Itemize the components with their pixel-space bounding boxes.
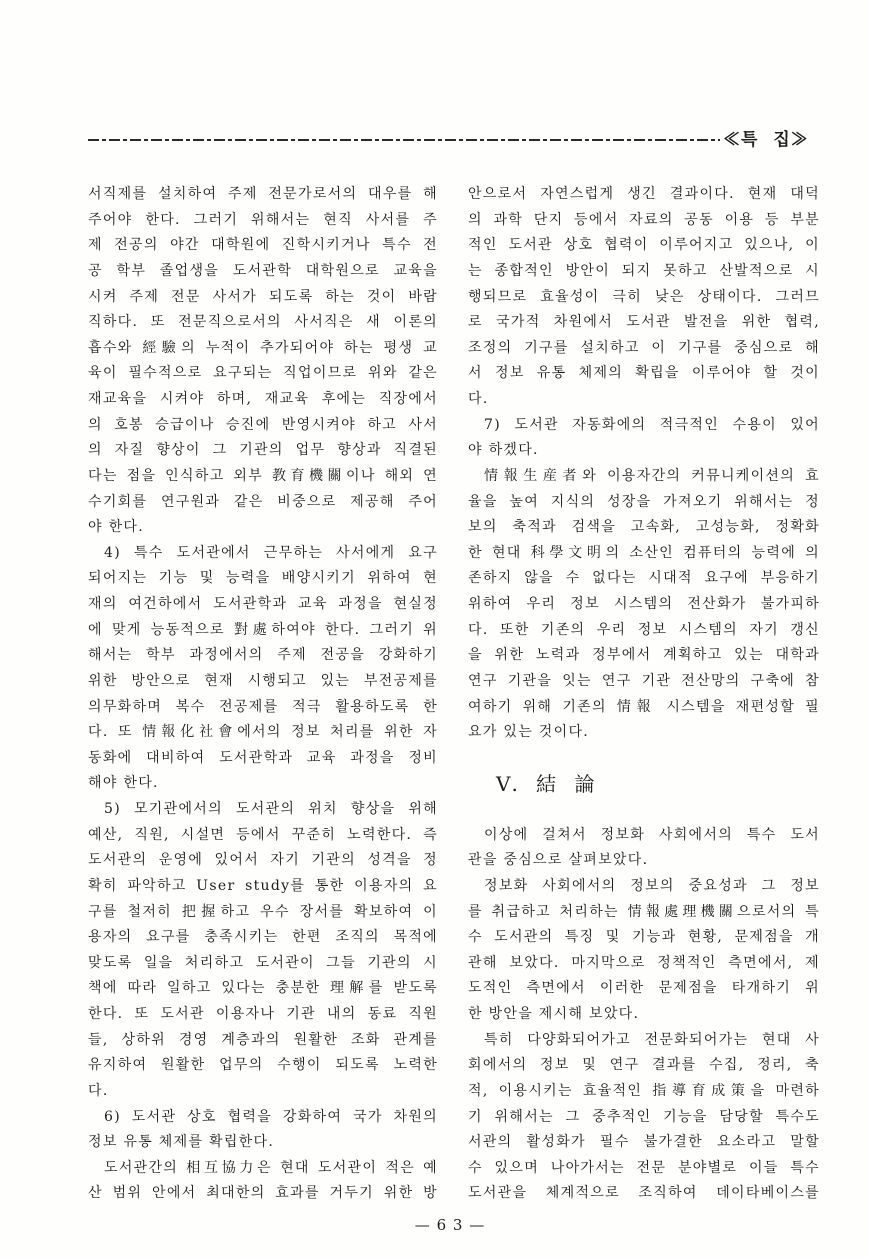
text-line: 야 한다. <box>88 519 144 536</box>
text-line: 들, 상하위 경영 계층과의 원활한 조화 관계를 <box>88 1031 438 1048</box>
text-line: 야 하겠다. <box>468 442 539 459</box>
section-label: ≪특 집≫ <box>723 130 809 150</box>
paragraph <box>468 1028 820 1207</box>
text-line: 수 있으며 나아가서는 전문 분야별로 이들 특수 <box>468 1159 820 1176</box>
text-line: 의 호봉 승급이나 승진에 반영시켜야 하고 사서 <box>88 416 438 433</box>
text-line: 도서관간의 相互協力은 현대 도서관이 적은 예 <box>104 1159 438 1176</box>
text-line: 율을 높여 지식의 성장을 가져오기 위해서는 정 <box>468 493 820 510</box>
text-line: 정보 유통 체제를 확립한다. <box>88 1134 275 1151</box>
text-line: 한 현대 科學文明의 소산인 컴퓨터의 능력에 의 <box>468 544 820 561</box>
text-line: 기 위해서는 그 중추적인 기능을 담당할 특수도 <box>468 1108 820 1125</box>
paragraph <box>468 823 820 874</box>
text-line: 도적인 측면에서 이러한 문제점을 타개하기 위 <box>468 980 820 997</box>
text-line: 해야 한다. <box>88 775 159 792</box>
text-line: 수기회를 연구원과 같은 비중으로 제공해 주어 <box>88 493 438 510</box>
text-line: 시켜 주제 전문 사서가 되도록 하는 것이 바람 <box>88 288 438 305</box>
text-line: 다. <box>88 1082 109 1099</box>
text-line: 서직제를 설치하여 주제 전문가로서의 대우를 해 <box>88 186 438 202</box>
text-line: 안으로서 자연스럽게 생긴 결과이다. 현재 대덕 <box>468 186 820 202</box>
text-line: 행되므로 효율성이 극히 낮은 상태이다. 그러므 <box>468 288 820 305</box>
text-line: 수 도서관의 특징 및 기능과 현황, 문제점을 개 <box>468 929 820 946</box>
text-line: 의 과학 단지 등에서 자료의 공동 이용 등 부분 <box>468 211 820 228</box>
text-line: 5) 모기관에서의 도서관의 위치 향상을 위해 <box>104 801 438 817</box>
text-line: 위하여 우리 정보 시스템의 전산화가 불가피하 <box>468 596 820 612</box>
text-line: 6) 도서관 상호 협력을 강화하여 국가 차원의 <box>104 1108 438 1125</box>
text-line: 7) 도서관 자동화에의 적극적인 수용이 있어 <box>484 416 820 433</box>
text-line: 적, 이용시키는 효율적인 指導育成策을 마련하 <box>468 1082 820 1099</box>
text-line: 다. 또한 기존의 우리 정보 시스템의 자기 갱신 <box>468 621 820 638</box>
section-heading: Ⅴ. 結 論 <box>496 771 596 796</box>
text-line: 서 정보 유통 체제의 확립을 이루어야 할 것이 <box>468 365 820 382</box>
text-line: 정보화 사회에서의 정보의 중요성과 그 정보 <box>484 877 820 894</box>
paragraph <box>468 464 820 746</box>
paragraph <box>468 182 820 413</box>
text-line: 의 자질 향상이 그 기관의 업무 향상과 직결된 <box>88 442 438 459</box>
text-line: 을 위한 노력과 정부에서 계획하고 있는 대학과 <box>468 647 820 664</box>
text-line: 이상에 걸쳐서 정보화 사회에서의 특수 도서 <box>484 826 820 843</box>
text-line: 한다. 또 도서관 이용자나 기관 내의 동료 직원 <box>88 1006 438 1022</box>
text-line: 연구 기관을 잇는 연구 기관 전산망의 구축에 참 <box>468 672 820 689</box>
right-column-lower-text <box>468 823 820 1207</box>
text-line: 情報生産者와 이용자간의 커뮤니케이션의 효 <box>484 467 820 484</box>
right-column <box>468 182 820 1207</box>
text-line: 되어지는 기능 및 능력을 배양시키기 위하여 현 <box>88 570 438 587</box>
text-line: 요가 있는 것이다. <box>468 724 590 741</box>
text-line: 산 범위 안에서 최대한의 효과를 거두기 위한 방 <box>88 1185 438 1202</box>
text-line: 유지하여 원활한 업무의 수행이 되도록 노력한 <box>88 1057 438 1074</box>
text-line: 동화에 대비하여 도서관학과 교육 과정을 정비 <box>88 749 438 766</box>
paragraph <box>468 874 820 1028</box>
text-line: 의무화하며 복수 전공제를 적극 활용하도록 한 <box>88 698 438 715</box>
text-line: 용자의 요구를 충족시키는 한편 조직의 목적에 <box>88 929 438 946</box>
text-line: 책에 따라 일하고 있다는 충분한 理解를 받도록 <box>88 980 438 997</box>
text-line: 다. <box>468 391 489 407</box>
page-number: — 6 3 — <box>414 1216 486 1234</box>
text-line: 를 취급하고 처리하는 情報處理機關으로서의 특 <box>468 903 820 920</box>
text-line: 적인 도서관 상호 협력이 이루어지고 있으나, 이 <box>468 237 820 254</box>
text-line: 조정의 기구를 설치하고 이 기구를 중심으로 해 <box>468 339 820 356</box>
paragraph <box>88 541 438 797</box>
text-line: 보의 축적과 검색을 고속화, 고성능화, 정확화 <box>468 519 820 536</box>
text-line: 육이 필수적으로 요구되는 직업이므로 위와 같은 <box>88 365 438 382</box>
paragraph <box>88 182 438 541</box>
right-column-upper-text <box>468 182 820 746</box>
text-line: 존하지 않을 수 없다는 시대적 요구에 부응하기 <box>468 570 820 587</box>
text-line: 위한 방안으로 현재 시행되고 있는 부전공제를 <box>88 672 438 689</box>
text-line: 서관의 활성화가 필수 불가결한 요소라고 말할 <box>468 1134 820 1151</box>
text-line: 예산, 직원, 시설면 등에서 꾸준히 노력한다. 즉 <box>88 826 438 843</box>
text-line: 구를 철저히 把握하고 우수 장서를 확보하여 이 <box>88 903 438 920</box>
text-line: 다는 점을 인식하고 외부 教育機關이나 해외 연 <box>88 467 438 484</box>
left-column <box>88 182 438 1207</box>
paragraph <box>88 1156 438 1207</box>
text-line: 관을 중심으로 살펴보았다. <box>468 852 649 869</box>
text-line: 해서는 학부 과정에서의 주제 전공을 강화하기 <box>88 647 438 664</box>
paragraph <box>88 797 438 1105</box>
text-line: 관해 보았다. 마지막으로 정책적인 측면에서, 제 <box>468 954 820 971</box>
text-line: 여하기 위해 기존의 情報 시스템을 재편성할 필 <box>468 698 820 715</box>
text-line: 맞도록 일을 처리하고 도서관이 그들 기관의 시 <box>88 954 438 971</box>
text-line: 에 맞게 능동적으로 對處하여야 한다. 그러기 위 <box>88 621 438 638</box>
text-line: 다. 또 情報化社會에서의 정보 처리를 위한 자 <box>88 724 438 741</box>
text-line: 도서관을 체계적으로 조직하여 데이타베이스를 <box>468 1185 820 1202</box>
paragraph <box>468 413 820 464</box>
text-line: 한 방안을 제시해 보았다. <box>468 1006 640 1023</box>
text-line: 재교육을 시켜야 하며, 재교육 후에는 직장에서 <box>88 391 438 407</box>
header-rule <box>88 139 720 141</box>
text-line: 4) 특수 도서관에서 근무하는 사서에게 요구 <box>104 544 438 561</box>
text-line: 확히 파악하고 User study를 통한 이용자의 요 <box>88 877 438 894</box>
text-line: 도서관의 운영에 있어서 자기 기관의 성격을 정 <box>88 852 438 869</box>
text-line: 직하다. 또 전문직으로서의 사서직은 새 이론의 <box>88 314 438 331</box>
text-line: 주어야 한다. 그러기 위해서는 현직 사서를 주 <box>88 211 438 228</box>
text-line: 흡수와 經驗의 누적이 추가되어야 하는 평생 교 <box>88 339 438 356</box>
text-line: 는 종합적인 방안이 되지 못하고 산발적으로 시 <box>468 262 820 279</box>
text-line: 로 국가적 차원에서 도서관 발전을 위한 협력, <box>468 314 820 331</box>
text-line: 특히 다양화되어가고 전문화되어가는 현대 사 <box>484 1031 820 1048</box>
text-line: 회에서의 정보 및 연구 결과를 수집, 정리, 축 <box>468 1057 820 1074</box>
text-line: 공 학부 졸업생을 도서관학 대학원으로 교육을 <box>88 262 438 279</box>
paragraph <box>88 1105 438 1156</box>
text-line: 재의 여건하에서 도서관학과 교육 과정을 현실정 <box>88 596 438 612</box>
text-line: 제 전공의 야간 대학원에 진학시키거나 특수 전 <box>88 237 438 254</box>
